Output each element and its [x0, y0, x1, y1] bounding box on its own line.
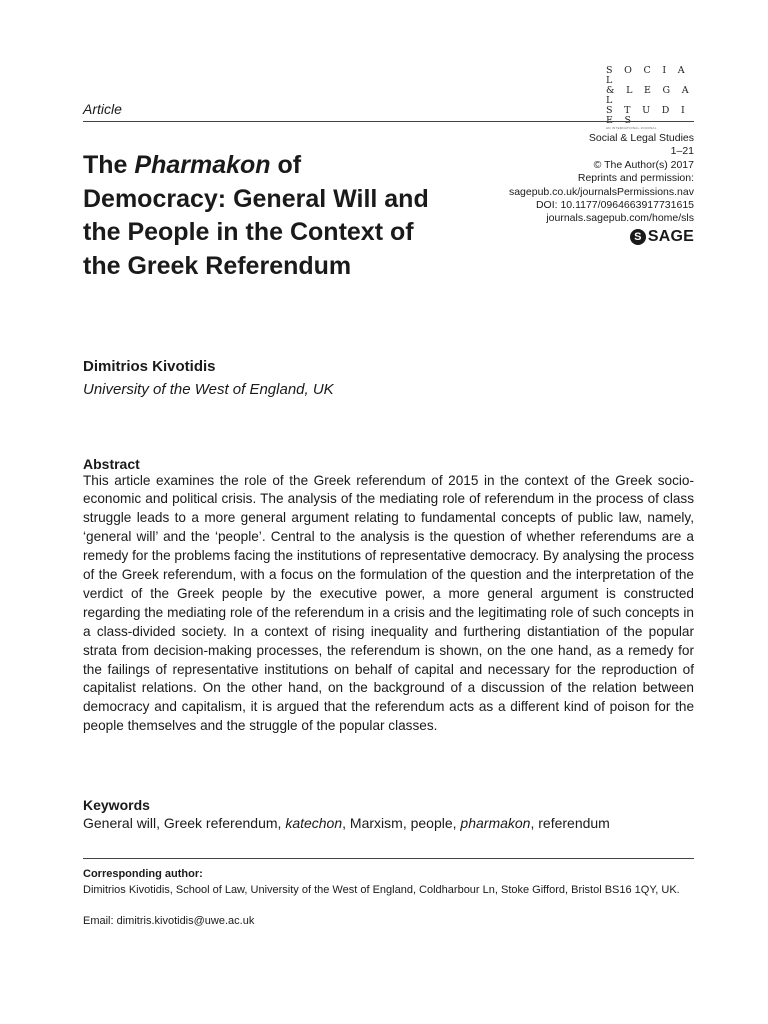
corresponding-author-email[interactable]: Email: dimitris.kivotidis@uwe.ac.uk — [83, 915, 255, 927]
article-title — [83, 149, 433, 283]
keyword: Marxism — [349, 815, 403, 831]
copyright: © The Author(s) 2017 — [593, 158, 694, 171]
keywords-list — [83, 815, 610, 831]
keyword: Greek referendum — [163, 815, 278, 831]
top-divider — [83, 121, 694, 122]
journal-logo-tagline: AN INTERNATIONAL JOURNAL — [606, 126, 657, 130]
article-type-label: Article — [83, 101, 122, 117]
abstract-heading: Abstract — [83, 456, 140, 472]
title-part1: The — [83, 151, 135, 179]
keyword-separator: , — [156, 815, 164, 831]
journal-logo-line3: S T U D I — [606, 105, 689, 116]
corresponding-author-heading: Corresponding author: — [83, 868, 203, 880]
keyword: people — [410, 815, 453, 831]
keywords-heading: Keywords — [83, 797, 150, 813]
keyword: katechon — [285, 815, 343, 831]
abstract-body: This article examines the role of the Greek referendum of 2015 in the context of the Greek socio-economic and political crisis. The analysis of the mediating role of referendum in the process of class struggle leads to a more general argument relating to fundamental concepts of public law, namely, ‘general will’ and the ‘people’. Central to the analysis is the question of whether referendums are a remedy for the problems facing the institutions of representative democracy. By analysing the process of the Greek referendum, with a focus on the formulation of the question and the interpretation of the verdict of the Greek people by the executive power, a more general argument is constructed regarding the mediating role of the referendum in a crisis and the legitimating role of such concepts in a class-divided society. In a context of rising inequality and furthering distantiation of the popular strata from decision-making processes, the referendum is shown, on the one hand, as a remedy for the failings of representative institutions on behalf of capital and necessary for the reproduction of capitalist relations. On the other hand, on the background of a discussion of the relation between democracy and capitalism, it is argued that the referendum acts as a different kind of poison for the people themselves and the struggle of the popular classes. — [83, 472, 695, 734]
keyword: referendum — [538, 815, 610, 831]
keyword-separator: , — [452, 815, 461, 831]
keyword-separator: , — [277, 815, 286, 831]
sage-logo-word: SAGE — [647, 228, 694, 245]
permissions-link[interactable]: sagepub.co.uk/journalsPermissions.nav — [508, 185, 694, 198]
journal-homepage-link[interactable]: journals.sagepub.com/home/sls — [546, 212, 694, 225]
journal-logo-line2: & L E G A L — [606, 85, 693, 106]
sage-logo — [630, 228, 694, 246]
journal-metadata — [509, 132, 694, 226]
journal-logo-line1: S O C I A L — [606, 65, 689, 86]
journal-logo — [606, 65, 698, 130]
reprints-label: Reprints and permission: — [577, 172, 694, 185]
keyword: General will — [83, 815, 157, 831]
page-range: 1–21 — [670, 145, 694, 158]
doi[interactable]: DOI: 10.1177/0964663917731615 — [535, 199, 694, 212]
keyword-separator: , — [402, 815, 411, 831]
sage-logo-mark: S — [630, 229, 646, 245]
keyword-separator: , — [342, 815, 350, 831]
title-italic: Pharmakon — [134, 151, 271, 179]
keyword: pharmakon — [460, 815, 531, 831]
footnote-divider — [83, 858, 694, 859]
journal-name: Social & Legal Studies — [588, 132, 694, 144]
author-name: Dimitrios Kivotidis — [83, 358, 216, 375]
corresponding-author-address: Dimitrios Kivotidis, School of Law, University of the West of England, Coldharbour Ln, Stoke Gifford, Bristol BS16 1QY, UK. — [83, 884, 680, 896]
keyword-separator: , — [530, 815, 539, 831]
title-part2: of Democracy: General Will and the People in the Context of the Greek Referendum — [83, 151, 429, 280]
author-affiliation: University of the West of England, UK — [83, 381, 334, 398]
